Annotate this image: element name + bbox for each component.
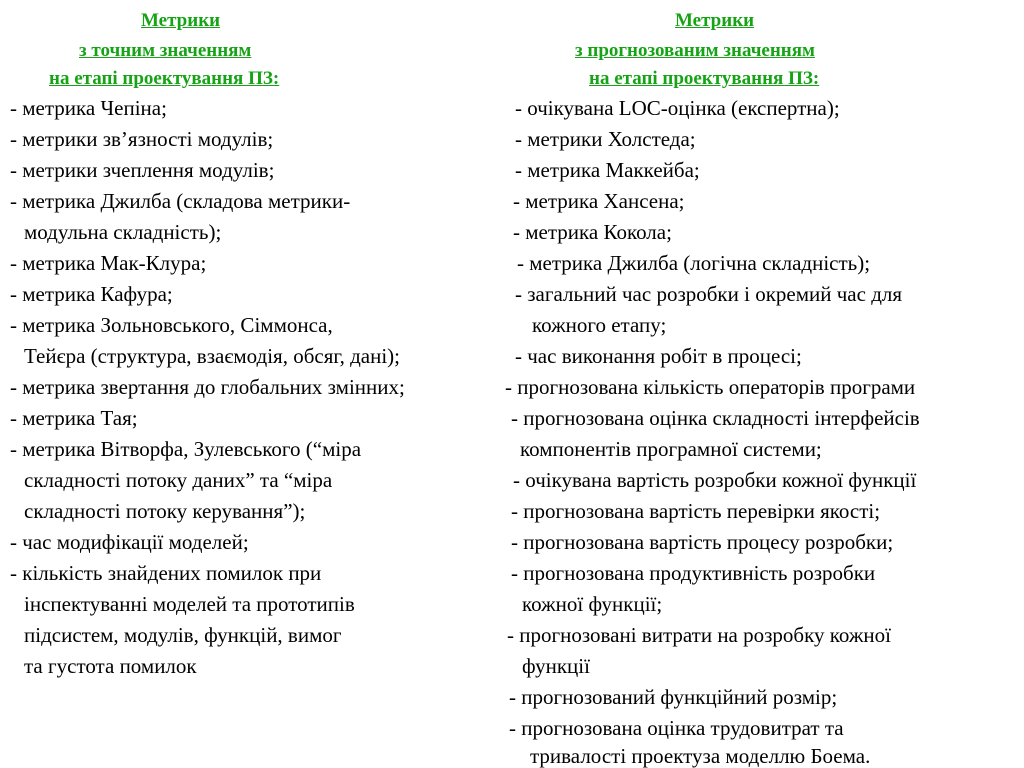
right-item-line: - загальний час розробки і окремий час для (515, 282, 903, 306)
right-item-line: тривалості проектуза моделлю Боема. (530, 744, 871, 768)
left-item-line: - метрика Кафура; (10, 282, 173, 306)
right-item-line: - прогнозований функційний розмір; (509, 685, 838, 709)
left-item-line: - метрика Джилба (складова метрики- (10, 189, 351, 213)
right-heading-line-1: Метрики (675, 10, 755, 31)
left-item-line: - кількість знайдених помилок при (10, 561, 322, 585)
right-item-line: кожної функції; (522, 592, 663, 616)
right-item-line: кожного етапу; (532, 313, 667, 337)
right-item-line: - метрики Холстеда; (515, 127, 696, 151)
left-item-line: - метрики зв’язності модулів; (10, 127, 274, 151)
right-item-line: - прогнозована продуктивність розробки (511, 561, 876, 585)
left-item-line: - метрики зчеплення модулів; (10, 158, 275, 182)
left-item-line: складності потоку даних” та “міра (24, 468, 333, 492)
right-item-line: - прогнозована кількість операторів програми (505, 375, 916, 399)
right-item-line: - прогнозовані витрати на розробку кожної (507, 623, 891, 647)
right-item-line: - метрика Кокола; (513, 220, 672, 244)
right-item-line: функції (522, 654, 590, 678)
left-item-line: підсистем, модулів, функцій, вимог (24, 623, 342, 647)
right-item-line: - метрика Хансена; (513, 189, 685, 213)
right-item-line: - час виконання робіт в процесі; (515, 344, 802, 368)
left-heading-line-2: з точним значенням (79, 40, 252, 61)
right-item-line: - метрика Джилба (логічна складність); (517, 251, 871, 275)
left-item-line: - метрика Тая; (10, 406, 138, 430)
left-heading-line-3: на етапі проектування ПЗ: (49, 68, 280, 89)
left-item-line: - метрика Чепіна; (10, 96, 167, 120)
left-item-line: - метрика Мак-Клура; (10, 251, 207, 275)
right-heading-line-2: з прогнозованим значенням (575, 40, 815, 61)
left-item-line: - метрика звертання до глобальних змінних; (10, 375, 405, 399)
right-item-line: - очікувана LOC-оцінка (експертна); (515, 96, 840, 120)
left-item-line: модульна складність); (24, 220, 222, 244)
right-item-line: - очікувана вартість розробки кожної функції (513, 468, 917, 492)
right-heading-line-3: на етапі проектування ПЗ: (589, 68, 820, 89)
right-item-line: - метрика Маккейба; (515, 158, 700, 182)
right-item-line: - прогнозована оцінка складності інтерфейсів (511, 406, 920, 430)
left-item-line: - метрика Зольновського, Сіммонса, (10, 313, 333, 337)
left-item-line: складності потоку керування”); (24, 499, 306, 523)
left-item-line: та густота помилок (24, 654, 197, 678)
left-item-line: інспектуванні моделей та прототипів (24, 592, 355, 616)
left-item-line: Тейєра (структура, взаємодія, обсяг, дані); (24, 344, 401, 368)
right-item-line: - прогнозована оцінка трудовитрат та (509, 716, 844, 740)
left-item-line: - час модифікації моделей; (10, 530, 249, 554)
right-item-line: компонентів програмної системи; (520, 437, 822, 461)
left-item-line: - метрика Вітворфа, Зулевського (“міра (10, 437, 362, 461)
right-item-line: - прогнозована вартість процесу розробки; (511, 530, 894, 554)
left-heading-line-1: Метрики (141, 10, 221, 31)
right-item-line: - прогнозована вартість перевірки якості; (511, 499, 881, 523)
